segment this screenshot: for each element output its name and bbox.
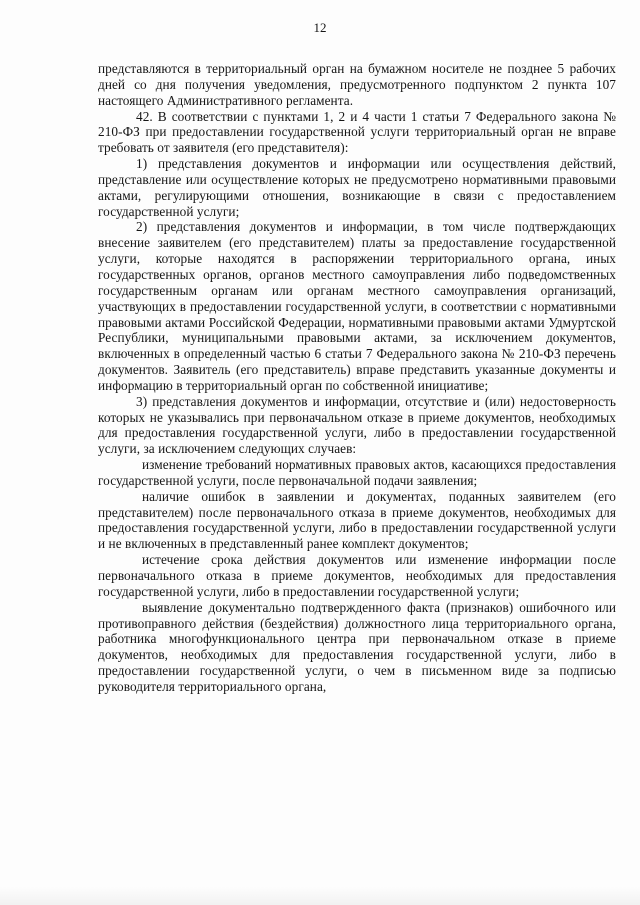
paragraph-subitem-3: 3) представления документов и информации, отсутствие и (или) недостоверность которых не указывались при первоначальном отказе в приеме документов, необходимых для предоставления государственной услуги, либо в предоставлении государственной услуги, за исключением следующих случаев: bbox=[98, 393, 616, 457]
document-body bbox=[98, 61, 616, 695]
paragraph-subitem-1: 1) представления документов и информации или осуществления действий, представление или осуществление которых не предусмотрено нормативными правовыми актами, регулирующими отношения, возникающие в связи с предоставлением государственной услуги; bbox=[98, 156, 616, 219]
paragraph-case-expiry: истечение срока действия документов или изменение информации после первоначального отказа в приеме документов, необходимых для предоставления государственной услуги, либо в предоставлении государственной услуги; bbox=[98, 552, 616, 599]
paragraph-case-requirements-change: изменение требований нормативных правовых актов, касающихся предоставления государственной услуги, после первоначальной подачи заявления; bbox=[98, 457, 616, 488]
paragraph-case-misconduct: выявление документально подтвержденного факта (признаков) ошибочного или противоправного действия (бездействия) должностного лица территориального органа, работника многофункционального центра при первоначальном отказе в приеме документов, необходимых для предоставления государственной услуги, либо в предоставлении государственной услуги, о чем в письменном виде за подписью руководителя территориального органа, bbox=[98, 599, 616, 694]
paragraph-subitem-2: 2) представления документов и информации, в том числе подтверждающих внесение заявителем (его представителем) платы за предоставление государственной услуги, которые находятся в распоряжении территориального органа, иных государственных органов, органов местного самоуправления либо подведомственных государственным органам или органам местного самоуправления организаций, участвующих в предоставлении государственной услуги, в соответствии с нормативными правовыми актами Российской Федерации, нормативными правовыми актами Удмуртской Республики, муниципальными правовыми актами, за исключением документов, включенных в определенный частью 6 статьи 7 Федерального закона № 210-ФЗ перечень документов. Заявитель (его представитель) вправе представить указанные документы и информацию в территориальный орган по собственной инициативе; bbox=[98, 219, 616, 393]
paragraph-continuation: представляются в территориальный орган на бумажном носителе не позднее 5 рабочих дней со дня получения уведомления, предусмотренного подпунктом 2 пункта 107 настоящего Административного регламента. bbox=[98, 61, 616, 108]
paragraph-case-errors: наличие ошибок в заявлении и документах, поданных заявителем (его представителем) после первоначального отказа в приеме документов, необходимых для предоставления государственной услуги, либо в предоставлении государственной услуги и не включенных в представленный ранее комплект документов; bbox=[98, 488, 616, 552]
page-number: 12 bbox=[313, 20, 327, 35]
scan-bottom-edge bbox=[0, 887, 640, 905]
paragraph-item-42: 42. В соответствии с пунктами 1, 2 и 4 части 1 статьи 7 Федерального закона № 210-ФЗ при предоставлении государственной услуги территориальный орган не вправе требовать от заявителя (его представителя): bbox=[98, 108, 616, 156]
